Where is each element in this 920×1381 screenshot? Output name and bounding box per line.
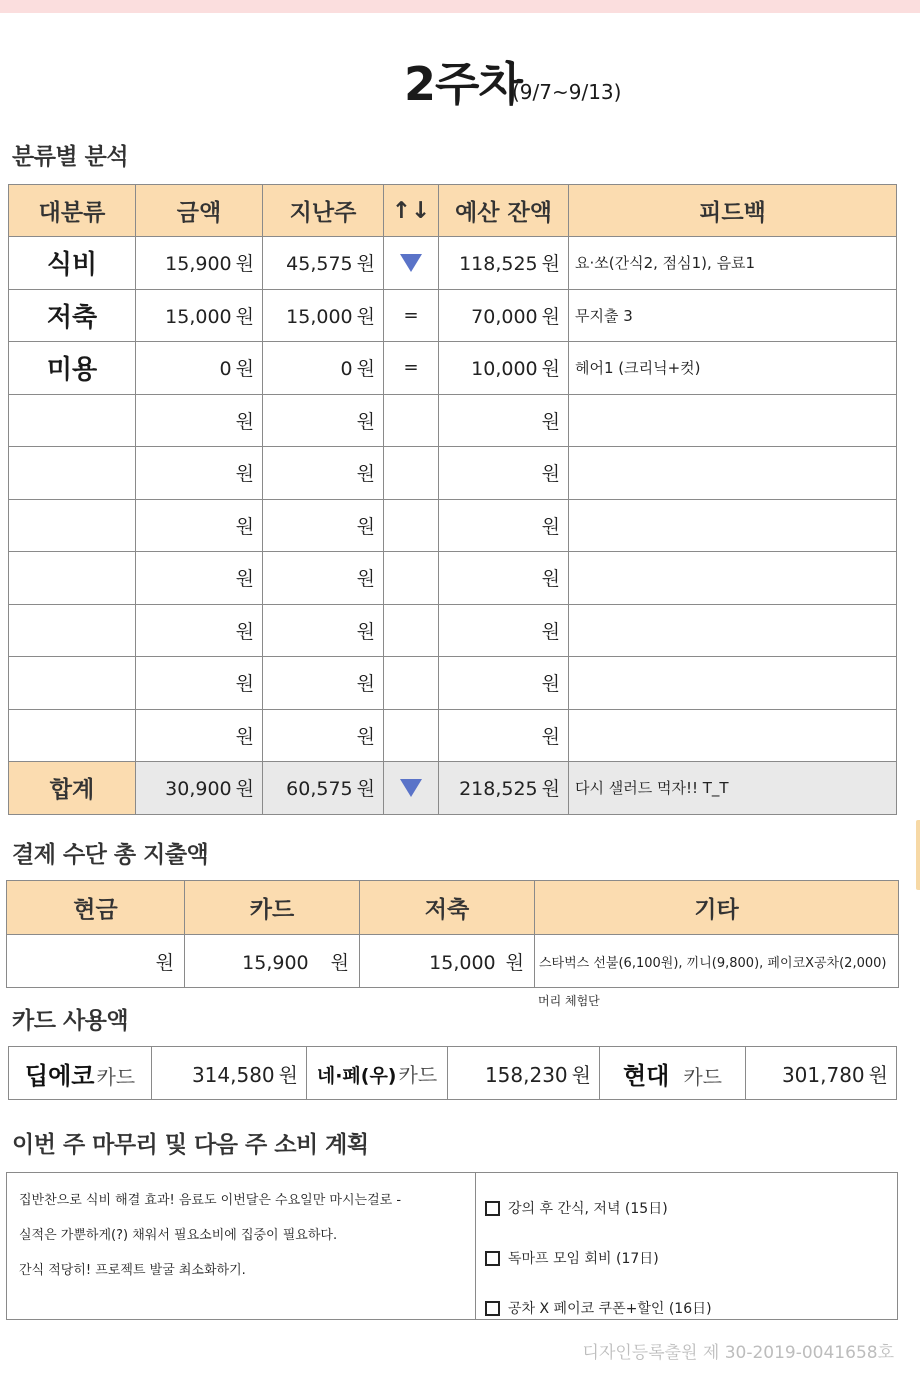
trend-cell [384,342,439,395]
category-section-title: 분류별 분석 [12,144,129,170]
total-budget-left: 218,525 [459,778,538,801]
amount-cell[interactable] [136,552,263,605]
side-scroll-tab[interactable] [916,820,920,890]
card-amount: 314,580 [191,1062,275,1087]
table-row [9,289,897,342]
card-amount-cell[interactable] [746,1047,897,1100]
amount-cell[interactable] [136,657,263,710]
budget-left: 10,000 [471,358,538,381]
etc-note: 머리 체험단 [538,994,600,1008]
trend-cell [384,499,439,552]
payment-table [6,880,899,988]
feedback[interactable] [569,604,897,657]
card-name-hyundai [600,1047,746,1100]
table-row [9,604,897,657]
budget-left-cell[interactable] [439,657,569,710]
category-name[interactable] [9,604,136,657]
currency-unit: 원 [541,358,560,381]
category-total-row [9,762,897,815]
card-cell[interactable] [185,935,360,988]
category-name[interactable] [9,447,136,500]
amount: 15,900 [165,253,232,276]
currency-unit: 원 [541,463,560,486]
top-color-bar [0,0,920,13]
budget-left: 118,525 [459,253,538,276]
card-amount-cell[interactable] [448,1047,600,1100]
total-amount-cell [136,762,263,815]
currency-unit: 원 [505,951,524,974]
payment-table-header [7,881,899,935]
budget-left-cell[interactable] [439,289,569,342]
table-row [9,447,897,500]
card-name-deep-eco [9,1047,152,1100]
plan-note-line: 실적은 가뿐하게(?) 채워서 필요소비에 집중이 필요하다. [19,1228,338,1243]
currency-unit: 원 [541,725,560,748]
currency-unit: 원 [356,673,375,696]
feedback[interactable]: 헤어1 (크리닉+컷) [569,342,897,395]
col-header-cash: 현금 [7,881,185,935]
currency-unit: 원 [235,253,254,276]
table-row [9,394,897,447]
down-triangle-icon [400,779,422,797]
trend-cell [384,657,439,710]
budget-left-cell[interactable] [439,447,569,500]
category-name[interactable]: 저축 [9,289,136,342]
table-row [9,342,897,395]
savings-cell[interactable] [360,935,535,988]
feedback[interactable] [569,709,897,762]
col-header-amount: 금액 [136,185,263,237]
table-row [9,552,897,605]
currency-unit: 원 [155,951,174,974]
currency-unit: 원 [235,515,254,538]
category-table-header [9,185,897,237]
last-week-cell[interactable] [263,657,384,710]
currency-unit: 원 [541,620,560,643]
payment-values-row [7,935,899,988]
trend-cell [384,604,439,657]
card-brand: 네·페(우) [316,1064,397,1087]
total-label: 합계 [9,762,136,815]
budget-left-cell[interactable] [439,709,569,762]
currency-unit: 원 [356,410,375,433]
card-suffix: 카드 [398,1062,438,1087]
feedback[interactable]: 요·쏘(간식2, 점심1), 음료1 [569,237,897,290]
budget-left-cell[interactable] [439,394,569,447]
table-row [9,499,897,552]
trend-cell [384,709,439,762]
down-triangle-icon [400,254,422,272]
col-header-savings: 저축 [360,881,535,935]
feedback[interactable] [569,447,897,500]
feedback[interactable] [569,499,897,552]
todo-item [485,1283,889,1333]
currency-unit: 원 [356,305,375,328]
total-amount: 30,900 [165,778,232,801]
currency-unit: 원 [330,951,349,974]
budget-left: 70,000 [471,305,538,328]
last-week-cell[interactable] [263,552,384,605]
todo-label: 독마프 모임 회비 (17日) [508,1251,659,1267]
last-week-cell[interactable] [263,289,384,342]
amount-cell[interactable] [136,237,263,290]
total-trend-cell [384,762,439,815]
card-amount: 301,780 [781,1062,865,1087]
table-row [9,709,897,762]
budget-left-cell[interactable] [439,237,569,290]
currency-unit: 원 [868,1062,888,1087]
amount-cell[interactable] [136,499,263,552]
currency-unit: 원 [356,568,375,591]
total-last-week-cell [263,762,384,815]
feedback[interactable] [569,394,897,447]
total-feedback[interactable]: 다시 샐러드 먹자!! T_T [569,762,897,815]
todo-label: 강의 후 간식, 저녁 (15日) [508,1201,668,1217]
checkbox[interactable] [485,1251,500,1266]
currency-unit: 원 [235,620,254,643]
trend-symbol: = [403,357,419,379]
currency-unit: 원 [235,305,254,328]
category-name[interactable] [9,709,136,762]
category-name[interactable]: 미용 [9,342,136,395]
category-name[interactable] [9,394,136,447]
currency-unit: 원 [541,253,560,276]
currency-unit: 원 [235,568,254,591]
col-header-category: 대분류 [9,185,136,237]
currency-unit: 원 [541,568,560,591]
last-week-cell[interactable] [263,499,384,552]
trend-symbol: = [403,304,419,326]
amount-cell[interactable] [136,447,263,500]
last-week-cell[interactable] [263,604,384,657]
card-usage-table [8,1046,897,1100]
payment-section-title: 결제 수단 총 지출액 [12,842,209,868]
card-name-naver-pay [307,1047,448,1100]
card-value: 15,900 [242,951,309,974]
card-amount: 158,230 [484,1062,568,1087]
trend-cell [384,447,439,500]
col-header-etc: 기타 [535,881,899,935]
currency-unit: 원 [235,463,254,486]
plan-note-line: 집반찬으로 식비 해결 효과! 음료도 이번달은 수요일만 마시는걸로 - [19,1193,402,1208]
trend-cell [384,394,439,447]
category-name[interactable] [9,499,136,552]
amount-cell[interactable] [136,394,263,447]
col-header-card: 카드 [185,881,360,935]
currency-unit: 원 [571,1062,591,1087]
card-section-title: 카드 사용액 [12,1008,129,1034]
checkbox[interactable] [485,1201,500,1216]
trend-cell [384,552,439,605]
col-header-trend: ↑↓ [384,185,439,237]
category-table [8,184,897,815]
total-last-week: 60,575 [286,778,353,801]
currency-unit: 원 [235,410,254,433]
amount-cell[interactable] [136,604,263,657]
trend-cell [384,289,439,342]
last-week-cell[interactable] [263,447,384,500]
last-week-cell[interactable] [263,709,384,762]
card-brand: 현대 [622,1061,670,1090]
currency-unit: 원 [235,673,254,696]
todo-label: 공차 X 페이코 쿠폰+할인 (16日) [508,1301,712,1317]
design-registration-footer: 디자인등록출원 제 30-2019-0041658호 [582,1343,894,1363]
currency-unit: 원 [278,1062,298,1087]
currency-unit: 원 [235,725,254,748]
budget-left-cell[interactable] [439,604,569,657]
currency-unit: 원 [356,358,375,381]
page-title: 2주차 [404,57,522,111]
amount: 15,000 [165,305,232,328]
cash-cell[interactable] [7,935,185,988]
currency-unit: 원 [356,463,375,486]
currency-unit: 원 [356,725,375,748]
currency-unit: 원 [235,778,254,801]
category-name[interactable]: 식비 [9,237,136,290]
amount-cell[interactable] [136,342,263,395]
col-header-budget-left: 예산 잔액 [439,185,569,237]
plan-todo-list [477,1173,897,1319]
etc-cell[interactable]: 스타벅스 선불(6,100원), 끼니(9,800), 페이코X공차(2,000) [535,935,899,988]
total-budget-left-cell [439,762,569,815]
amount: 0 [219,358,232,381]
todo-item [485,1183,889,1233]
page-date-range: (9/7~9/13) [512,80,622,104]
feedback[interactable] [569,657,897,710]
table-row [9,657,897,710]
currency-unit: 원 [356,515,375,538]
currency-unit: 원 [356,778,375,801]
currency-unit: 원 [541,305,560,328]
savings-value: 15,000 [429,951,496,974]
amount-cell[interactable] [136,709,263,762]
trend-cell [384,237,439,290]
currency-unit: 원 [356,253,375,276]
plan-section-title: 이번 주 마무리 및 다음 주 소비 계획 [12,1132,369,1158]
category-name[interactable] [9,552,136,605]
currency-unit: 원 [541,515,560,538]
card-suffix: 카드 [683,1064,722,1089]
currency-unit: 원 [541,673,560,696]
budget-left-cell[interactable] [439,552,569,605]
currency-unit: 원 [541,778,560,801]
currency-unit: 원 [356,620,375,643]
feedback[interactable] [569,552,897,605]
last-week-cell[interactable] [263,394,384,447]
currency-unit: 원 [541,410,560,433]
last-week: 0 [340,358,353,381]
category-name[interactable] [9,657,136,710]
budget-left-cell[interactable] [439,499,569,552]
last-week: 15,000 [286,305,353,328]
plan-notes[interactable] [7,1173,476,1319]
col-header-last-week: 지난주 [263,185,384,237]
card-amount-cell[interactable] [152,1047,307,1100]
amount-cell[interactable] [136,289,263,342]
plan-box [6,1172,898,1320]
card-usage-row [9,1047,897,1100]
currency-unit: 원 [235,358,254,381]
plan-note-line: 간식 적당히! 프로젝트 발굴 최소화하기. [19,1263,246,1278]
feedback[interactable]: 무지출 3 [569,289,897,342]
last-week: 45,575 [286,253,353,276]
checkbox[interactable] [485,1301,500,1316]
card-brand: 딥에코 [24,1061,95,1090]
table-row [9,237,897,290]
budget-left-cell[interactable] [439,342,569,395]
last-week-cell[interactable] [263,342,384,395]
todo-item [485,1233,889,1283]
last-week-cell[interactable] [263,237,384,290]
card-suffix: 카드 [96,1064,136,1089]
col-header-feedback: 피드백 [569,185,897,237]
